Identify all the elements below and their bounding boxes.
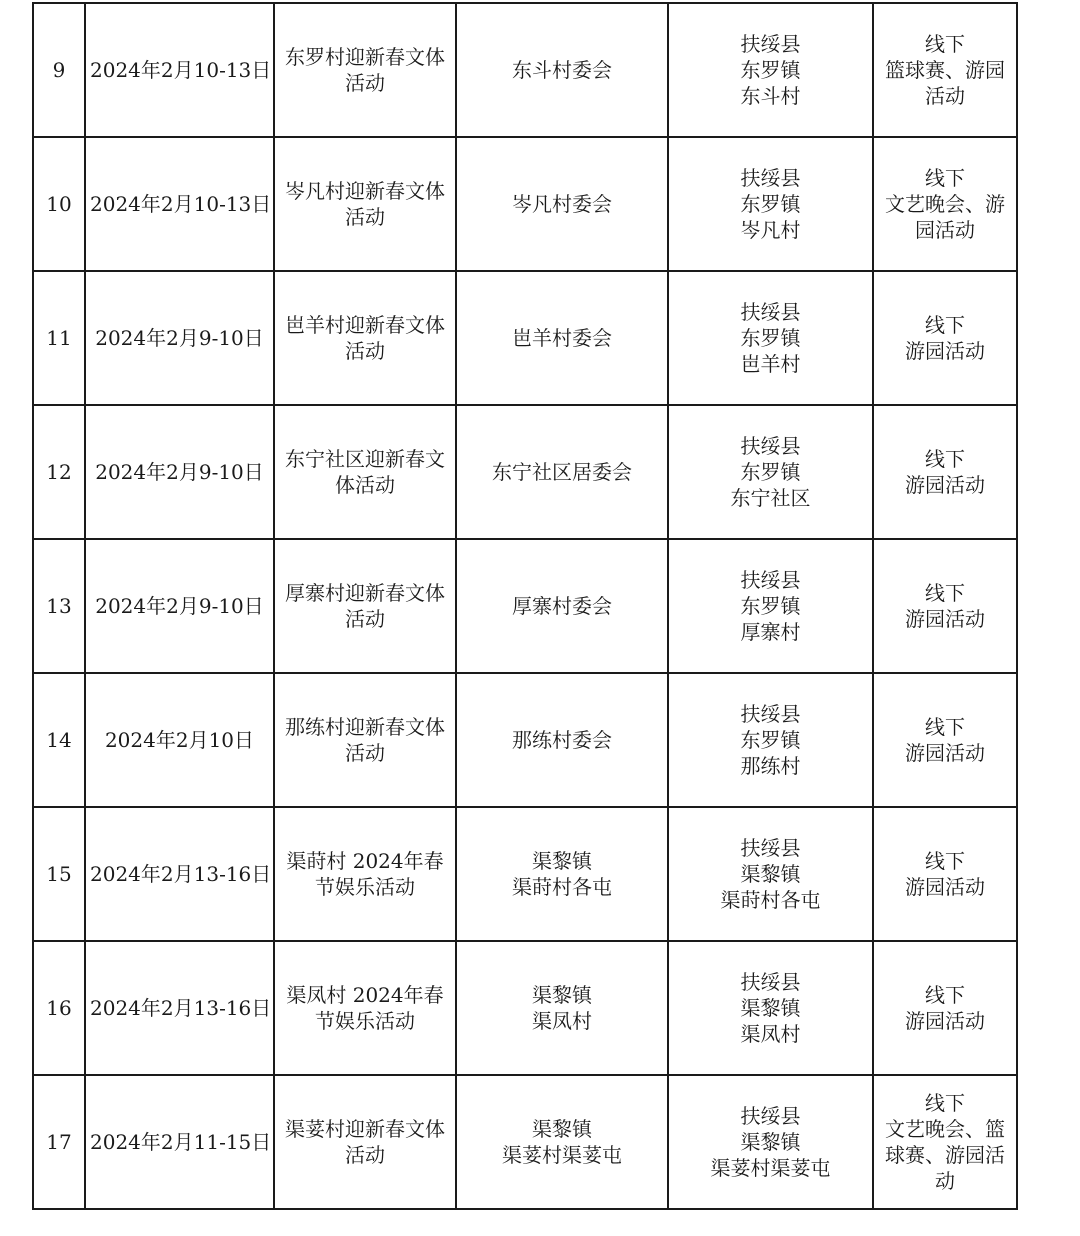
location	[668, 271, 873, 405]
location-line: 东罗镇	[740, 58, 801, 82]
location-line: 渠黎镇	[740, 996, 801, 1020]
activity-name-text: 岑凡村迎新春文体活动	[285, 179, 445, 229]
location	[668, 1075, 873, 1209]
organizer-line: 东斗村委会	[512, 58, 612, 82]
table-row	[33, 941, 1017, 1075]
table-row	[33, 807, 1017, 941]
activity-content: 游园活动	[905, 473, 985, 497]
location-line: 东斗村	[740, 84, 801, 108]
activity-date: 2024年2月10-13日	[85, 3, 274, 137]
activity-date: 2024年2月10-13日	[85, 137, 274, 271]
location	[668, 3, 873, 137]
activity-name-text: 渠莳村 2024年春节娱乐活动	[286, 849, 444, 899]
location-line: 扶绥县	[740, 568, 801, 592]
activity-format	[873, 673, 1017, 807]
format-mode: 线下	[925, 166, 965, 190]
format-mode: 线下	[925, 849, 965, 873]
organizer	[456, 807, 668, 941]
activity-name-text: 东罗村迎新春文体活动	[285, 45, 445, 95]
activity-content: 文艺晚会、游园活动	[885, 192, 1005, 242]
location-line: 扶绥县	[740, 300, 801, 324]
organizer-line: 渠黎镇	[532, 849, 592, 873]
organizer	[456, 1075, 668, 1209]
row-number: 13	[33, 539, 85, 673]
activity-name	[274, 807, 456, 941]
location	[668, 539, 873, 673]
location-line: 东罗镇	[740, 728, 801, 752]
location-line: 渠莳村各屯	[720, 888, 821, 912]
organizer	[456, 673, 668, 807]
location-line: 扶绥县	[740, 434, 801, 458]
location-line: 扶绥县	[740, 702, 801, 726]
organizer-line: 渠黎镇	[532, 1117, 592, 1141]
activity-format	[873, 405, 1017, 539]
table-row	[33, 271, 1017, 405]
activity-name	[274, 3, 456, 137]
activity-schedule-table	[32, 2, 1018, 1210]
activity-date: 2024年2月9-10日	[85, 539, 274, 673]
organizer-line: 渠黎镇	[532, 983, 592, 1007]
activity-format	[873, 3, 1017, 137]
activity-content: 游园活动	[905, 1009, 985, 1033]
organizer-line: 东宁社区居委会	[492, 460, 632, 484]
activity-content: 文艺晚会、篮球赛、游园活动	[885, 1117, 1005, 1193]
location-line: 东罗镇	[740, 192, 801, 216]
organizer	[456, 137, 668, 271]
activity-name	[274, 941, 456, 1075]
activity-content: 游园活动	[905, 339, 985, 363]
activity-format	[873, 807, 1017, 941]
location-line: 厚寨村	[740, 620, 801, 644]
format-mode: 线下	[925, 32, 965, 56]
row-number: 10	[33, 137, 85, 271]
activity-content: 游园活动	[905, 875, 985, 899]
location-line: 东宁社区	[730, 486, 811, 510]
location	[668, 673, 873, 807]
location-line: 岑凡村	[740, 218, 801, 242]
activity-date: 2024年2月9-10日	[85, 405, 274, 539]
activity-date: 2024年2月10日	[85, 673, 274, 807]
location-line: 扶绥县	[740, 1104, 801, 1128]
organizer-line: 岑凡村委会	[512, 192, 612, 216]
location-line: 渠凤村	[740, 1022, 801, 1046]
activity-format	[873, 271, 1017, 405]
location-line: 东罗镇	[740, 326, 801, 350]
location-line: 渠黎镇	[740, 862, 801, 886]
location-line: 渠黎镇	[740, 1130, 801, 1154]
row-number: 9	[33, 3, 85, 137]
activity-date: 2024年2月9-10日	[85, 271, 274, 405]
row-number: 15	[33, 807, 85, 941]
activity-name	[274, 405, 456, 539]
format-mode: 线下	[925, 581, 965, 605]
activity-content: 游园活动	[905, 741, 985, 765]
activity-name-text: 厚寨村迎新春文体活动	[285, 581, 445, 631]
organizer	[456, 3, 668, 137]
activity-date: 2024年2月13-16日	[85, 807, 274, 941]
activity-format	[873, 1075, 1017, 1209]
activity-content: 游园活动	[905, 607, 985, 631]
organizer	[456, 405, 668, 539]
activity-name	[274, 271, 456, 405]
organizer	[456, 941, 668, 1075]
table-row	[33, 405, 1017, 539]
activity-format	[873, 941, 1017, 1075]
format-mode: 线下	[925, 313, 965, 337]
table-row	[33, 673, 1017, 807]
activity-name-text: 岜羊村迎新春文体活动	[285, 313, 445, 363]
table-row	[33, 3, 1017, 137]
table-row	[33, 1075, 1017, 1209]
row-number: 11	[33, 271, 85, 405]
location-line: 那练村	[740, 754, 801, 778]
activity-date: 2024年2月13-16日	[85, 941, 274, 1075]
organizer-line: 渠莳村各屯	[512, 875, 612, 899]
location-line: 东罗镇	[740, 460, 801, 484]
activity-name	[274, 673, 456, 807]
activity-name	[274, 539, 456, 673]
location	[668, 137, 873, 271]
activity-format	[873, 539, 1017, 673]
activity-name-text: 渠荽村迎新春文体活动	[285, 1117, 445, 1167]
location-line: 渠荽村渠荽屯	[710, 1156, 831, 1180]
format-mode: 线下	[925, 983, 965, 1007]
location	[668, 405, 873, 539]
organizer-line: 岜羊村委会	[512, 326, 612, 350]
table-row	[33, 137, 1017, 271]
location-line: 扶绥县	[740, 32, 801, 56]
table-row	[33, 539, 1017, 673]
organizer	[456, 539, 668, 673]
location-line: 东罗镇	[740, 594, 801, 618]
format-mode: 线下	[925, 1091, 965, 1115]
format-mode: 线下	[925, 447, 965, 471]
row-number: 17	[33, 1075, 85, 1209]
activity-date: 2024年2月11-15日	[85, 1075, 274, 1209]
organizer-line: 那练村委会	[512, 728, 612, 752]
row-number: 16	[33, 941, 85, 1075]
table-body	[33, 3, 1017, 1209]
organizer-line: 渠凤村	[532, 1009, 592, 1033]
location-line: 岜羊村	[740, 352, 801, 376]
organizer	[456, 271, 668, 405]
organizer-line: 渠荽村渠荽屯	[502, 1143, 622, 1167]
location-line: 扶绥县	[740, 836, 801, 860]
organizer-line: 厚寨村委会	[512, 594, 612, 618]
location-line: 扶绥县	[740, 970, 801, 994]
activity-name	[274, 1075, 456, 1209]
activity-format	[873, 137, 1017, 271]
row-number: 12	[33, 405, 85, 539]
location-line: 扶绥县	[740, 166, 801, 190]
activity-content: 篮球赛、游园活动	[885, 58, 1005, 108]
activity-name	[274, 137, 456, 271]
location	[668, 941, 873, 1075]
activity-name-text: 东宁社区迎新春文体活动	[285, 447, 445, 497]
activity-name-text: 渠凤村 2024年春节娱乐活动	[286, 983, 444, 1033]
activity-name-text: 那练村迎新春文体活动	[285, 715, 445, 765]
location	[668, 807, 873, 941]
row-number: 14	[33, 673, 85, 807]
format-mode: 线下	[925, 715, 965, 739]
